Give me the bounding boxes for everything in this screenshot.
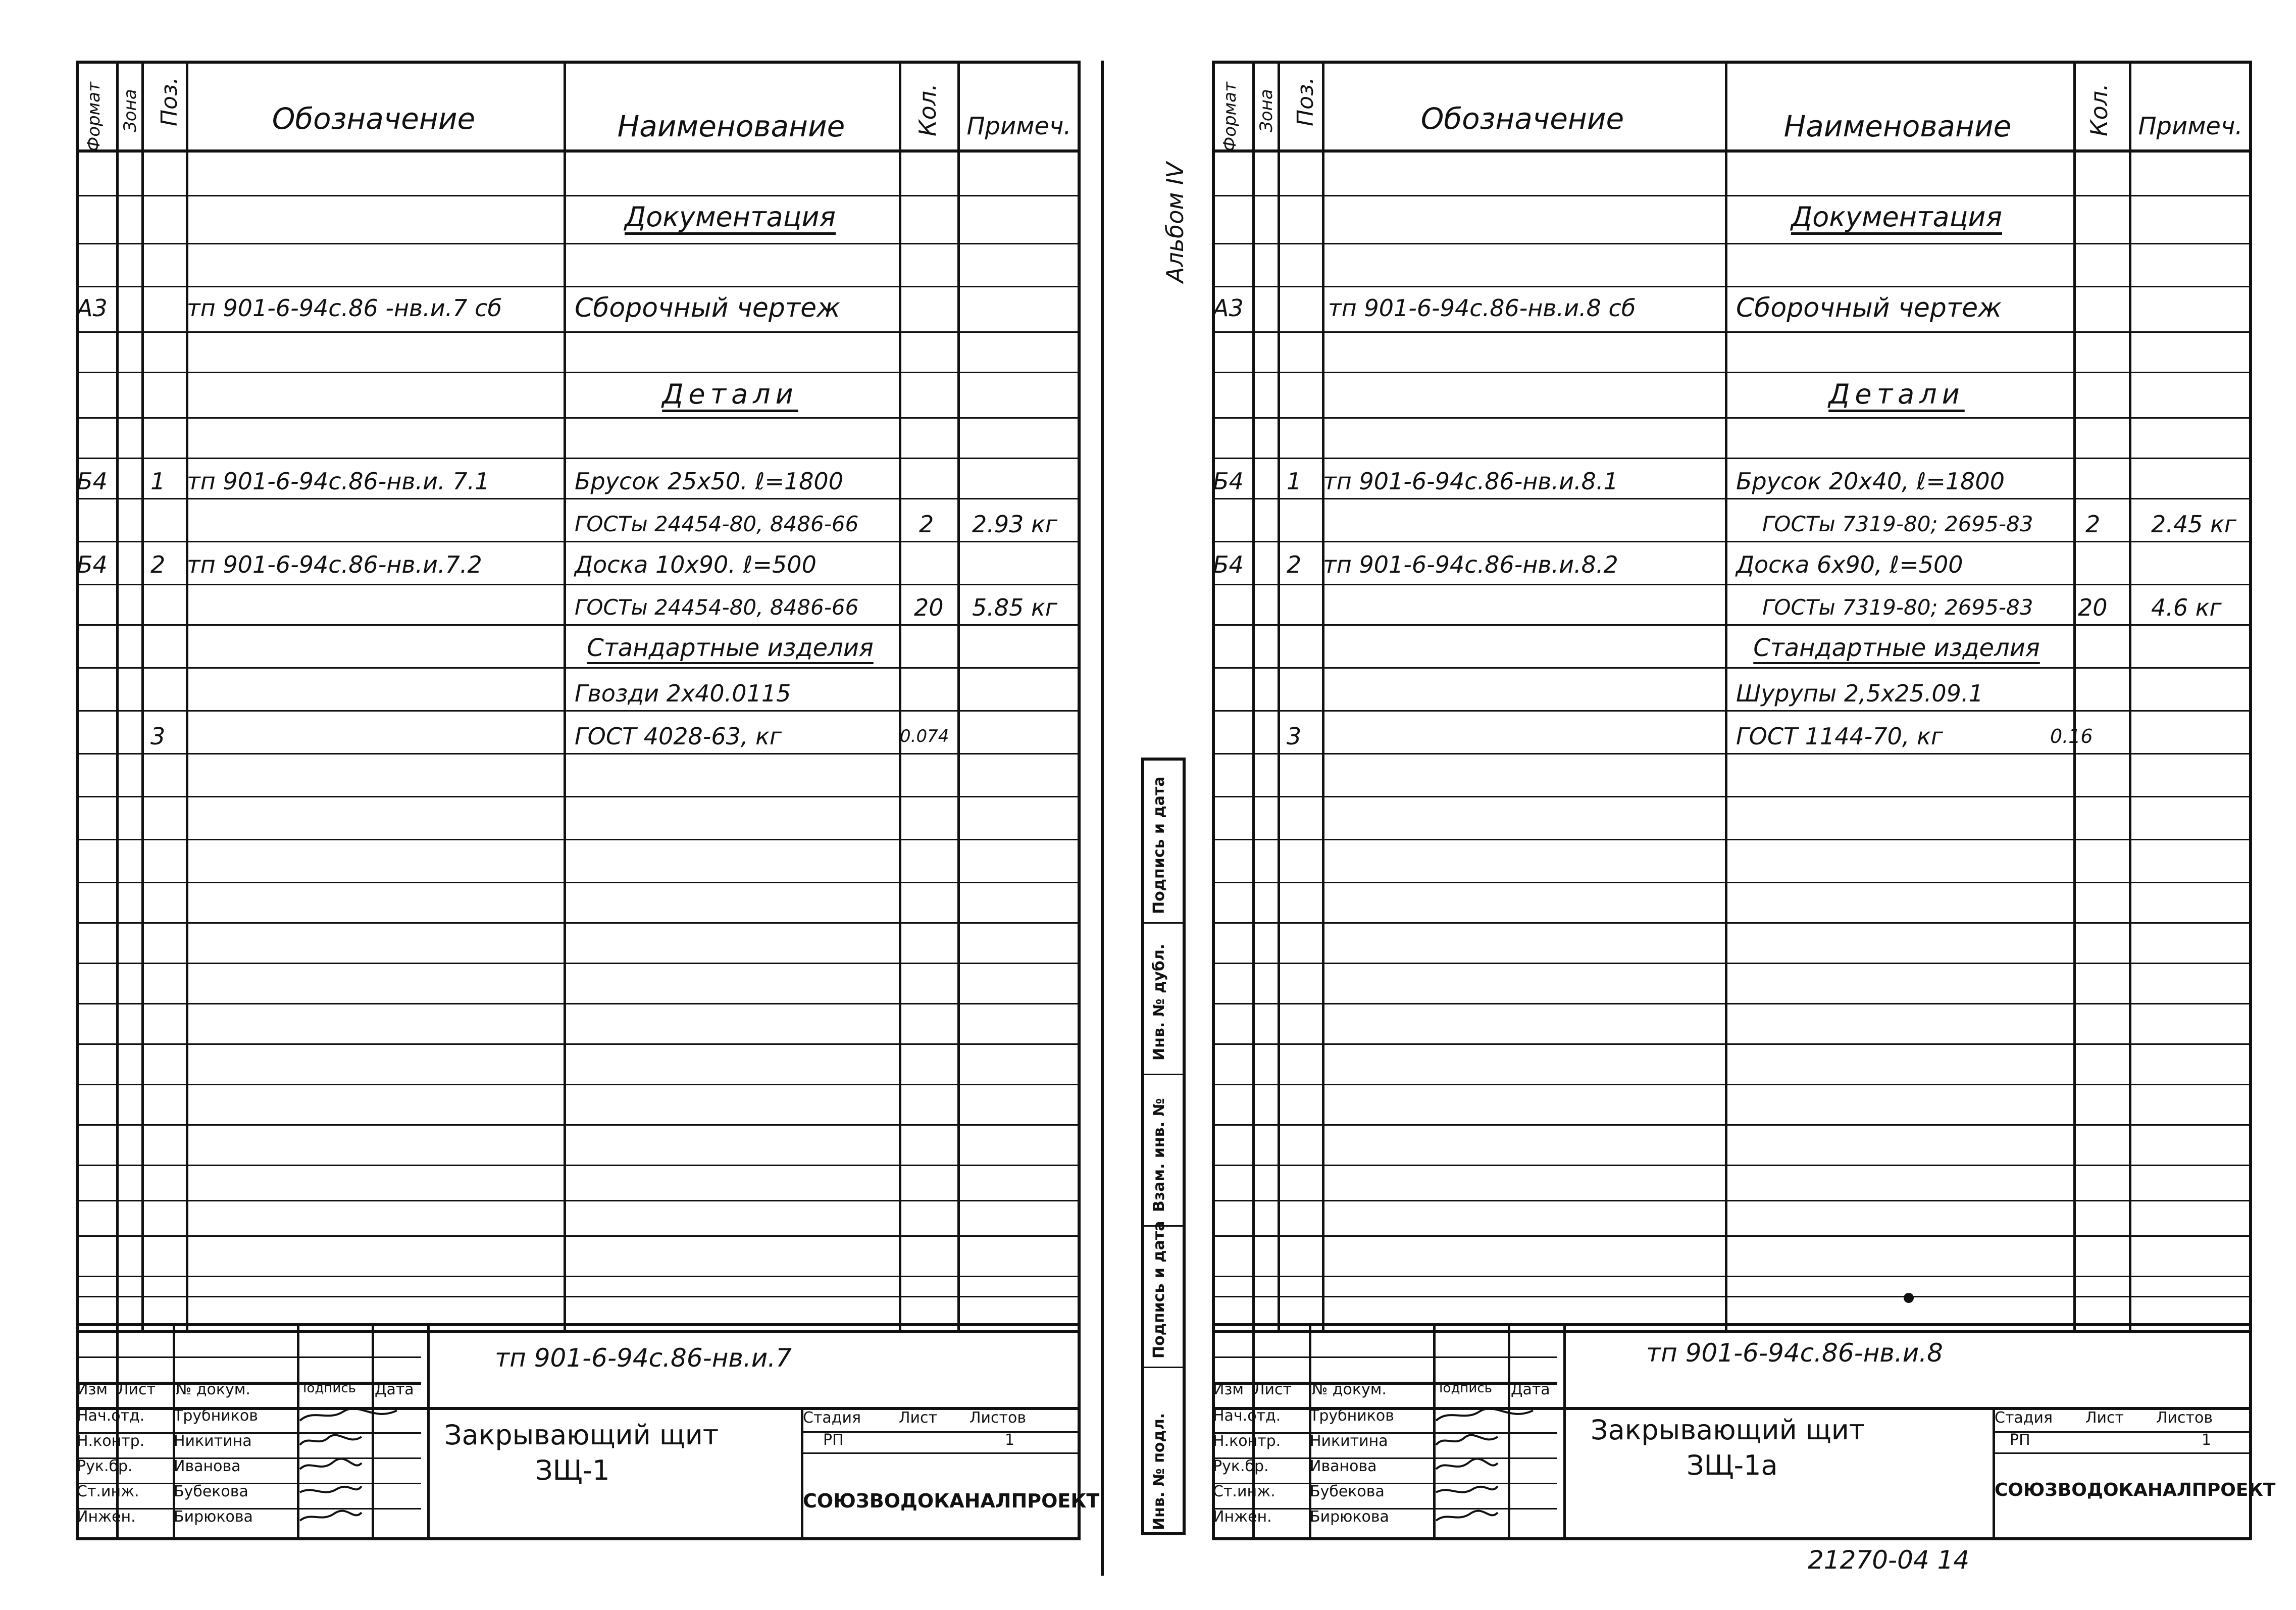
stamp-role: Рук.бр. bbox=[1213, 1457, 1269, 1475]
row-qty: 0.074 bbox=[900, 726, 949, 746]
stamp-title-line1: Закрывающий щит bbox=[1591, 1414, 1865, 1446]
stamp-role: Н.контр. bbox=[1213, 1432, 1281, 1450]
left-sheet bbox=[0, 0, 1101, 1610]
stamp-col-sign: Подпись bbox=[297, 1381, 356, 1396]
stamp-col-date: Дата bbox=[1511, 1381, 1550, 1398]
header-designation: Обозначение bbox=[1420, 102, 1624, 136]
signature bbox=[1434, 1406, 1535, 1425]
stamp-role: Инжен. bbox=[77, 1508, 136, 1526]
row-designation: тп 901-6-94с.86-нв.и. 7.1 bbox=[187, 467, 490, 495]
stamp-col-list: Лист bbox=[1253, 1381, 1292, 1398]
stamp-stage-label: Стадия bbox=[1995, 1409, 2053, 1427]
row-name: Брусок 25х50. ℓ=1800 bbox=[575, 467, 843, 495]
sidebar-inv-dub: Инв. № дубл. bbox=[1150, 943, 1168, 1061]
row-note: 5.85 кг bbox=[972, 593, 1057, 621]
row-pos: 1 bbox=[1287, 467, 1302, 495]
header-designation: Обозначение bbox=[272, 102, 476, 136]
row-name: Доска 10х90. ℓ=500 bbox=[575, 550, 817, 578]
stamp-title-line2: ЗЩ-1 bbox=[535, 1454, 610, 1486]
stamp-role: Н.контр. bbox=[77, 1432, 145, 1450]
stamp-name: Никитина bbox=[1310, 1432, 1388, 1450]
row-format: Б4 bbox=[77, 550, 108, 578]
stamp-role: Ст.инж. bbox=[1213, 1483, 1275, 1500]
section-documentation: Документация bbox=[625, 200, 836, 233]
row-name: ГОСТы 7319-80; 2695-83 bbox=[1762, 595, 2033, 620]
stamp-name: Бубекова bbox=[1310, 1483, 1385, 1500]
section-standard-items: Стандартные изделия bbox=[1753, 633, 2040, 662]
stamp-col-list: Лист bbox=[117, 1381, 156, 1398]
stamp-code: тп 901-6-94с.86-нв.и.7 bbox=[495, 1343, 792, 1373]
stamp-name: Никитина bbox=[174, 1432, 252, 1450]
stamp-name: Бирюкова bbox=[1310, 1508, 1389, 1526]
header-name: Наименование bbox=[617, 109, 845, 143]
stamp-role: Нач.отд. bbox=[1213, 1407, 1281, 1425]
signature bbox=[1434, 1432, 1500, 1450]
stamp-col-doc: № докум. bbox=[1312, 1381, 1387, 1398]
stamp-stage-value: РП bbox=[2010, 1431, 2030, 1449]
stamp-name: Иванова bbox=[1310, 1457, 1377, 1475]
signature bbox=[298, 1432, 364, 1450]
row-designation: тп 901-6-94с.86-нв.и.8.2 bbox=[1323, 550, 1618, 578]
stamp-col-date: Дата bbox=[375, 1381, 414, 1398]
sidebar-inv-orig: Инв. № подл. bbox=[1150, 1413, 1168, 1530]
row-name: Сборочный чертеж bbox=[575, 293, 840, 323]
row-name: Брусок 20х40, ℓ=1800 bbox=[1736, 467, 2005, 495]
stamp-col-izm: Изм bbox=[77, 1381, 108, 1398]
stamp-name: Иванова bbox=[174, 1457, 241, 1475]
stamp-role: Инжен. bbox=[1213, 1508, 1272, 1526]
signature bbox=[1434, 1507, 1500, 1526]
stamp-stage-value: РП bbox=[823, 1431, 844, 1449]
stamp-sheets-label: Листов bbox=[2156, 1409, 2213, 1427]
row-format: Б4 bbox=[77, 467, 108, 495]
row-pos: 3 bbox=[150, 722, 166, 750]
section-documentation: Документация bbox=[1791, 200, 2002, 233]
header-pos: Поз. bbox=[157, 77, 182, 126]
signature bbox=[298, 1406, 399, 1425]
header-zone: Зона bbox=[1256, 89, 1277, 132]
row-name: ГОСТы 7319-80; 2695-83 bbox=[1762, 512, 2033, 536]
header-qty: Кол. bbox=[914, 83, 941, 136]
signature bbox=[298, 1457, 364, 1475]
header-qty: Кол. bbox=[2085, 83, 2113, 136]
stamp-organization: СОЮЗВОДОКАНАЛПРОЕКТ bbox=[1995, 1480, 2276, 1500]
signature bbox=[298, 1507, 364, 1526]
row-designation: тп 901-6-94с.86 -нв.и.7 сб bbox=[187, 294, 502, 322]
stamp-name: Трубников bbox=[174, 1407, 258, 1425]
row-name: Доска 6х90, ℓ=500 bbox=[1736, 550, 1963, 578]
stamp-col-izm: Изм bbox=[1213, 1381, 1244, 1398]
footer-number: 21270-04 14 bbox=[1808, 1545, 1970, 1575]
row-designation: тп 901-6-94с.86-нв.и.8 сб bbox=[1328, 294, 1636, 322]
row-pos: 3 bbox=[1287, 722, 1302, 750]
row-qty: 20 bbox=[914, 593, 944, 621]
signature bbox=[298, 1482, 364, 1500]
row-format: Б4 bbox=[1213, 467, 1244, 495]
stamp-sheets-value: 1 bbox=[1005, 1431, 1015, 1449]
stamp-organization: СОЮЗВОДОКАНАЛПРОЕКТ bbox=[803, 1490, 1100, 1512]
row-format: А3 bbox=[77, 294, 108, 322]
row-pos: 1 bbox=[150, 467, 166, 495]
stamp-col-doc: № докум. bbox=[176, 1381, 250, 1398]
album-label: Альбом IV bbox=[1161, 162, 1189, 283]
row-qty: 0.16 bbox=[2050, 725, 2093, 747]
header-format: Формат bbox=[1220, 82, 1240, 152]
sidebar-vzam: Взам. инв. № bbox=[1150, 1098, 1168, 1212]
header-format: Формат bbox=[84, 82, 104, 152]
row-note: 2.45 кг bbox=[2151, 510, 2236, 538]
row-name: ГОСТы 24454-80, 8486-66 bbox=[575, 595, 859, 620]
stamp-sheet-label: Лист bbox=[2085, 1409, 2124, 1427]
row-pos: 2 bbox=[1287, 550, 1302, 578]
stamp-name: Бубекова bbox=[174, 1483, 248, 1500]
header-name: Наименование bbox=[1783, 109, 2012, 143]
stamp-sheet-label: Лист bbox=[899, 1409, 938, 1427]
row-format: А3 bbox=[1213, 294, 1244, 322]
row-format: Б4 bbox=[1213, 550, 1244, 578]
stamp-col-sign: Подпись bbox=[1433, 1381, 1492, 1396]
row-name: ГОСТ 4028-63, кг bbox=[575, 722, 782, 750]
sidebar-sign-date-bottom: Подпись и дата bbox=[1150, 1221, 1168, 1359]
stamp-role: Ст.инж. bbox=[77, 1483, 139, 1500]
row-qty: 2 bbox=[2085, 510, 2101, 538]
header-pos: Поз. bbox=[1293, 77, 1318, 126]
ink-dot bbox=[1904, 1293, 1914, 1303]
stamp-name: Бирюкова bbox=[174, 1508, 253, 1526]
row-name: Шурупы 2,5х25.09.1 bbox=[1736, 679, 1983, 707]
stamp-stage-label: Стадия bbox=[803, 1409, 861, 1427]
row-name: Сборочный чертеж bbox=[1736, 293, 2002, 323]
row-pos: 2 bbox=[150, 550, 166, 578]
stamp-code: тп 901-6-94с.86-нв.и.8 bbox=[1646, 1338, 1943, 1368]
signature bbox=[1434, 1482, 1500, 1500]
stamp-title-line2: ЗЩ-1а bbox=[1687, 1449, 1778, 1481]
section-details: Детали bbox=[662, 378, 798, 410]
header-note: Примеч. bbox=[966, 112, 1072, 140]
row-name: ГОСТы 24454-80, 8486-66 bbox=[575, 512, 859, 536]
row-note: 2.93 кг bbox=[972, 510, 1057, 538]
section-standard-items: Стандартные изделия bbox=[587, 633, 874, 662]
right-spec-table bbox=[1212, 61, 2252, 1333]
stamp-title-line1: Закрывающий щит bbox=[444, 1419, 719, 1451]
sheet-divider bbox=[1101, 61, 1104, 1576]
row-note: 4.6 кг bbox=[2151, 593, 2222, 621]
row-qty: 20 bbox=[2078, 593, 2108, 621]
stamp-role: Нач.отд. bbox=[77, 1407, 145, 1425]
stamp-name: Трубников bbox=[1310, 1407, 1394, 1425]
header-note: Примеч. bbox=[2138, 112, 2243, 140]
row-designation: тп 901-6-94с.86-нв.и.7.2 bbox=[187, 550, 482, 578]
section-details: Детали bbox=[1828, 378, 1965, 410]
header-zone: Зона bbox=[120, 89, 140, 132]
signature bbox=[1434, 1457, 1500, 1475]
row-qty: 2 bbox=[919, 510, 934, 538]
row-name: ГОСТ 1144-70, кг bbox=[1736, 722, 1944, 750]
row-name: Гвозди 2х40.0115 bbox=[575, 679, 791, 707]
stamp-role: Рук.бр. bbox=[77, 1457, 133, 1475]
right-sheet bbox=[1111, 0, 2296, 1610]
stamp-sheets-label: Листов bbox=[970, 1409, 1027, 1427]
row-designation: тп 901-6-94с.86-нв.и.8.1 bbox=[1323, 467, 1618, 495]
sidebar-sign-date-top: Подпись и дата bbox=[1150, 776, 1168, 914]
stamp-sheets-value: 1 bbox=[2202, 1431, 2212, 1449]
